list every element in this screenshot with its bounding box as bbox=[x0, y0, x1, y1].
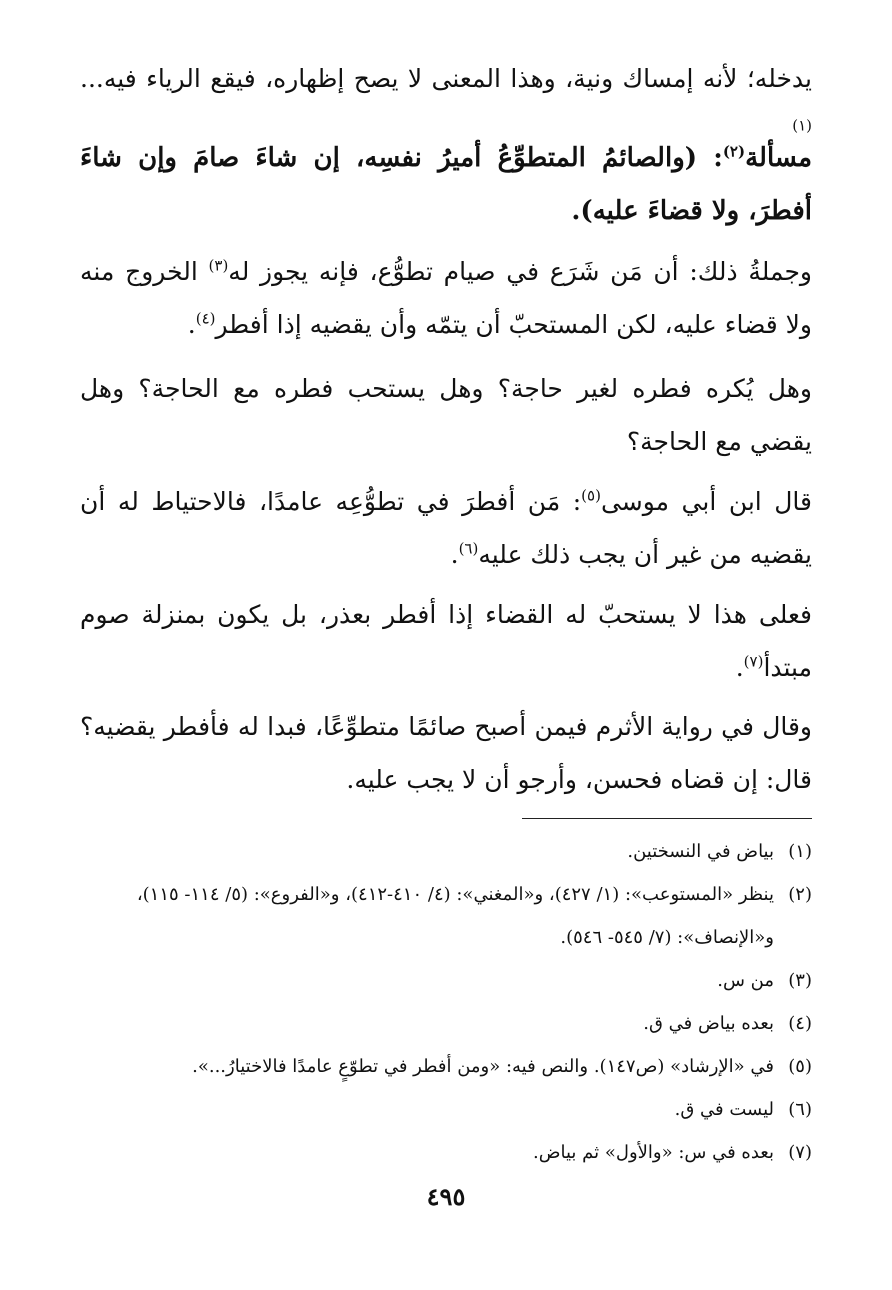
paragraph-6 bbox=[80, 588, 812, 694]
paragraph-3-text-b: الخروج منه ولا قضاء عليه، لكن المستحبّ أن يتمّه وأن يقضيه إذا أفطر bbox=[80, 257, 812, 339]
issue-statement bbox=[80, 132, 812, 238]
paragraph-3 bbox=[80, 245, 812, 351]
footnote-3 bbox=[80, 959, 812, 1002]
paragraph-7 bbox=[80, 700, 812, 806]
footnote-number: (١) bbox=[788, 841, 812, 862]
paragraph-4 bbox=[80, 362, 812, 468]
paragraph-1-text: يدخله؛ لأنه إمساك ونية، وهذا المعنى لا يصح إظهاره، فيقع الرياء فيه... bbox=[80, 64, 812, 93]
footnote-separator bbox=[522, 818, 812, 819]
footnote-text: بياض في النسختين. bbox=[627, 841, 774, 862]
footnote-number: (٧) bbox=[788, 1142, 812, 1163]
paragraph-6-text-c: . bbox=[735, 653, 744, 682]
footnote-number: (٤) bbox=[788, 1013, 812, 1034]
footnote-text: من س. bbox=[717, 970, 774, 991]
footnote-ref-1: (١) bbox=[792, 116, 812, 135]
footnote-6 bbox=[80, 1088, 812, 1131]
footnote-5 bbox=[80, 1045, 812, 1088]
footnote-7 bbox=[80, 1131, 812, 1174]
page-number: ٤٩٥ bbox=[426, 1182, 466, 1211]
paragraph-6-text: فعلى هذا لا يستحبّ له القضاء إذا أفطر بعذر، بل يكون بمنزلة صوم مبتدأ bbox=[80, 600, 812, 682]
paragraph-7-text: وقال في رواية الأثرم فيمن أصبح صائمًا متطوِّعًا، فبدا له فأفطر يقضيه؟ قال: إن قضاه فحسن، وأرجو أن لا يجب عليه. bbox=[80, 712, 812, 794]
footnote-ref-5: (٥) bbox=[581, 486, 601, 505]
paragraph-5-text-b: : مَن أفطرَ في تطوُّعِه عامدًا، فالاحتياط له أن يقضيه من غير أن يجب ذلك عليه bbox=[80, 487, 812, 569]
footnote-ref-4: (٤) bbox=[195, 309, 216, 328]
footnote-text: ليست في ق. bbox=[674, 1099, 774, 1120]
footnote-number: (٦) bbox=[788, 1099, 812, 1120]
paragraph-5 bbox=[80, 475, 812, 581]
footnote-text: بعده بياض في ق. bbox=[643, 1013, 774, 1034]
paragraph-3-text-c: . bbox=[187, 310, 196, 339]
footnote-ref-7: (٧) bbox=[743, 652, 764, 671]
paragraph-5-text-a: قال ابن أبي موسى bbox=[600, 487, 813, 516]
footnotes bbox=[80, 830, 812, 1174]
footnote-number: (٣) bbox=[788, 970, 812, 991]
paragraph-5-text-c: . bbox=[450, 540, 459, 569]
paragraph-3-text-a: وجملةُ ذلك: أن مَن شَرَع في صيام تطوُّع، فإنه يجوز له bbox=[228, 257, 812, 286]
footnote-1 bbox=[80, 830, 812, 873]
issue-label: مسألة bbox=[745, 143, 812, 173]
footnote-ref-2: (٢) bbox=[722, 142, 746, 161]
footnote-ref-6: (٦) bbox=[458, 539, 479, 558]
footnote-4 bbox=[80, 1002, 812, 1045]
footnote-ref-3: (٣) bbox=[208, 256, 229, 275]
footnote-text: في «الإرشاد» (ص١٤٧). والنص فيه: «ومن أفطر في تطوّعٍ عامدًا فالاختيارُ...». bbox=[192, 1056, 774, 1077]
paragraph-4-text: وهل يُكره فطره لغير حاجة؟ وهل يستحب فطره مع الحاجة؟ وهل يقضي مع الحاجة؟ bbox=[80, 374, 812, 456]
issue-text: : (والصائمُ المتطوِّعُ أميرُ نفسِه، إن شاءَ صامَ وإن شاءَ أفطرَ، ولا قضاءَ عليه). bbox=[80, 143, 812, 226]
footnote-2 bbox=[80, 873, 812, 959]
footnote-number: (٥) bbox=[788, 1056, 812, 1077]
footnote-text: ينظر «المستوعب»: (١/ ٤٢٧)، و«المغني»: (٤/ ٤١٠-٤١٢)، و«الفروع»: (٥/ ١١٤- ١١٥)، و«الإنصاف»: (٧/ ٥٤٥- ٥٤٦). bbox=[136, 884, 774, 948]
footnote-number: (٢) bbox=[788, 884, 812, 905]
footnote-text: بعده في س: «والأول» ثم بياض. bbox=[533, 1142, 774, 1163]
